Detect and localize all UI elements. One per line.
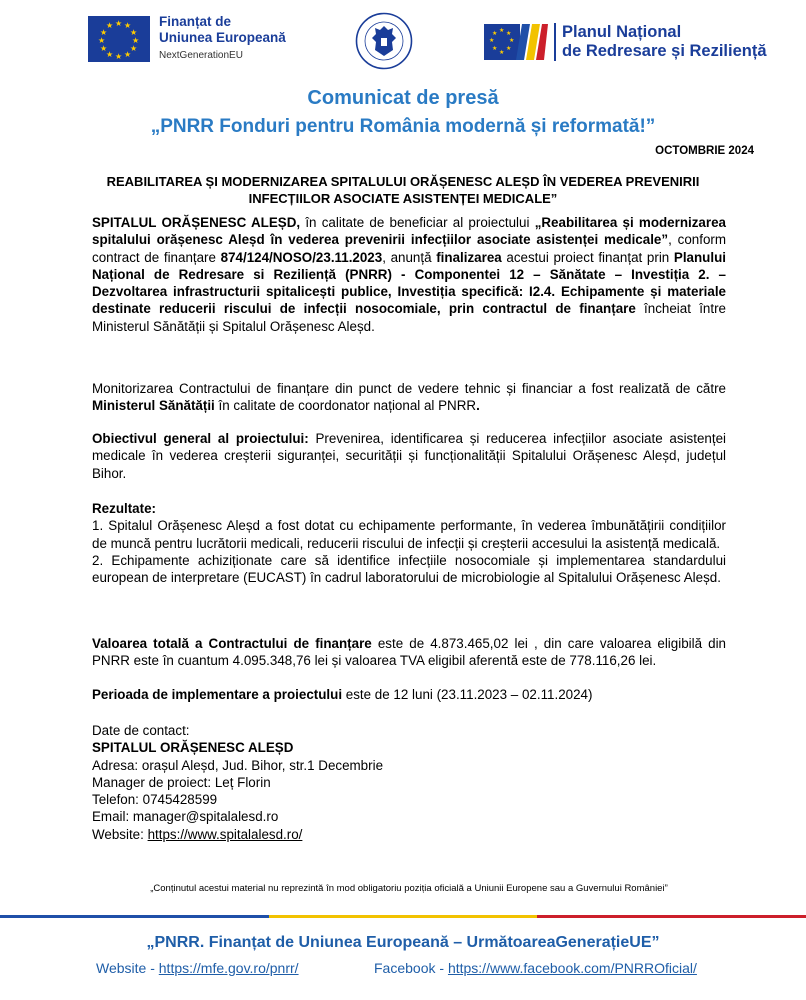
contact-heading: Date de contact: xyxy=(92,723,190,738)
tricolor-red xyxy=(537,915,806,918)
objective-paragraph: Obiectivul general al proiectului: Prevenirea, identificarea și reducerea infecțiilor asociate asistenței medicale în vederea creșterii siguranței, securității și funcționalității Spitalului Orășenesc Aleșd, județul Bihor. xyxy=(92,431,726,481)
svg-text:★: ★ xyxy=(499,49,505,56)
pnrr-component: Planului Național de Redresare si Reziliență (PNRR) - Componentei 12 – Sănătate – Investiția 2. – Dezvoltarea infrastructurii spitalicești publice, Investiția specifică: I2.4. Echipamente și materiale destinate reducerii riscului de infecții nosocomiale, prin contractul de finanțare xyxy=(92,249,726,317)
value-label: Valoarea totală a Contractului de finanțare xyxy=(92,636,372,651)
result-item-1: 1. Spitalul Orășenesc Aleșd a fost dotat cu echipamente performante, în vederea îmbunătățirii condițiilor de muncă pentru lucrătorii medicali, reducerii riscului de infecții și creșterii accesului la asistență medicală. xyxy=(92,518,726,551)
page-title: Comunicat de presă xyxy=(307,87,499,109)
eu-logo-line3: NextGenerationEU xyxy=(159,50,243,61)
svg-text:★: ★ xyxy=(506,45,512,52)
footer-facebook-link[interactable]: https://www.facebook.com/PNRROficial/ xyxy=(447,960,697,976)
tricolor-divider xyxy=(0,915,806,918)
period-label: Perioada de implementare a proiectului xyxy=(92,687,343,702)
svg-text:★: ★ xyxy=(489,37,495,44)
eu-logo-line1: Finanțat de xyxy=(159,14,232,29)
pnrr-logo-line2: de Redresare și Reziliență xyxy=(562,42,767,60)
project-name: „Reabilitarea și modernizarea spitalului orășenesc Aleșd în vederea prevenirii infecțiilor asociate asistenței medicale” xyxy=(92,215,726,248)
release-date: OCTOMBRIE 2024 xyxy=(655,145,754,157)
footer-title: „PNRR. Finanțat de Uniunea Europeană – UrmătoareaGenerațieUE” xyxy=(146,934,660,951)
pnrr-logo xyxy=(484,22,767,62)
svg-text:★: ★ xyxy=(499,27,505,34)
svg-text:★: ★ xyxy=(509,37,515,44)
eu-logo-line2: Uniunea Europeană xyxy=(159,30,286,45)
contact-phone: Telefon: 0745428599 xyxy=(92,792,218,808)
disclaimer: „Conținutul acestui material nu reprezintă în mod obligatoriu poziția oficială a Uniunii Europene sau a Guvernului României” xyxy=(150,883,668,894)
contact-email: Email: manager@spitalalesd.ro xyxy=(92,809,279,825)
monitoring-paragraph: Monitorizarea Contractului de finanțare din punct de vedere tehnic și financiar a fost realizată de către Ministerul Sănătății în calitate de coordonator național al PNRR. xyxy=(92,381,726,414)
eu-flag-icon: ★ ★ ★ ★ ★ ★ ★ ★ ★ ★ ★ ★ xyxy=(88,16,150,62)
pnrr-emblem-icon xyxy=(484,22,548,62)
pnrr-logo-line1: Planul Național xyxy=(562,23,682,41)
eu-funding-logo xyxy=(88,14,286,64)
project-heading: REABILITAREA ȘI MODERNIZAREA SPITALULUI ORĂȘENESC ALEȘD ÎN VEDEREA PREVENIRII INFECȚIILOR ASOCIATE ASISTENȚEI MEDICALE” xyxy=(106,174,700,206)
period-paragraph: Perioada de implementare a proiectului este de 12 luni (23.11.2023 – 02.11.2024) xyxy=(92,687,593,702)
contact-section: Date de contact: SPITALUL ORĂȘENESC ALEȘD Adresa: orașul Aleșd, Jud. Bihor, str.1 Decembrie Manager de proiect: Leț Florin Telefon: 0745428599 Email: manager@spitalalesd.ro Website: https://www.spitalalesd.ro/ xyxy=(92,723,384,842)
contact-manager: Manager de proiect: Leț Florin xyxy=(92,774,271,790)
svg-text:★: ★ xyxy=(492,45,498,52)
svg-text:★: ★ xyxy=(492,30,498,37)
contact-org: SPITALUL ORĂȘENESC ALEȘD xyxy=(92,740,294,756)
page-subtitle: „PNRR Fonduri pentru România modernă și reformată!” xyxy=(150,116,656,137)
tricolor-blue xyxy=(0,915,269,918)
results-section xyxy=(92,500,726,586)
contract-number: 874/124/NOSO/23.11.2023 xyxy=(220,249,383,265)
value-paragraph: Valoarea totală a Contractului de finanțare este de 4.873.465,02 lei , din care valoarea eligibilă din PNRR este în cuantum 4.095.348,76 lei și valoarea TVA eligibil aferentă este de 778.116,26 lei. xyxy=(92,636,726,669)
result-item-2: 2. Echipamente achiziționate care să identifice infecțiile nosocomiale și implementarea standardului european de interpretare (EUCAST) în cadrul laboratorului de microbiologie al Spitalului Orășenesc Aleșd. xyxy=(92,552,726,586)
footer-website-link[interactable]: https://mfe.gov.ro/pnrr/ xyxy=(158,960,299,976)
footer-links: Website - https://mfe.gov.ro/pnrr/ Facebook - https://www.facebook.com/PNRROficial/ xyxy=(96,960,697,976)
objective-label: Obiectivul general al proiectului: xyxy=(92,431,309,446)
beneficiary-name: SPITALUL ORĂȘENESC ALEȘD, xyxy=(92,215,301,230)
contact-address: Adresa: orașul Aleșd, Jud. Bihor, str.1 Decembrie xyxy=(92,757,384,773)
tricolor-yellow xyxy=(269,915,538,918)
romanian-government-seal-icon xyxy=(355,12,413,70)
svg-text:★: ★ xyxy=(506,30,512,37)
contact-website-link[interactable]: https://www.spitalalesd.ro/ xyxy=(147,826,303,842)
results-label: Rezultate: xyxy=(92,501,156,516)
intro-paragraph: SPITALUL ORĂȘENESC ALEȘD, în calitate de beneficiar al proiectului „Reabilitarea și modernizarea spitalului orășenesc Aleșd în vederea prevenirii infecțiilor asociate asistenței medicale”, conform contract de finanțare 874/124/NOSO/23.11.2023, anunță finalizarea acestui proiect finanțat prin Planului Național de Redresare si Reziliență (PNRR) - Componentei 12 – Sănătate – Investiția 2. – Dezvoltarea infrastructurii spitalicești publice, Investiția specifică: I2.4. Echipamente și materiale destinate reducerii riscului de infecții nosocomiale, prin contractul de finanțare încheiat între Ministerul Sănătății și Spitalul Orășenesc Aleșd. xyxy=(92,215,726,334)
